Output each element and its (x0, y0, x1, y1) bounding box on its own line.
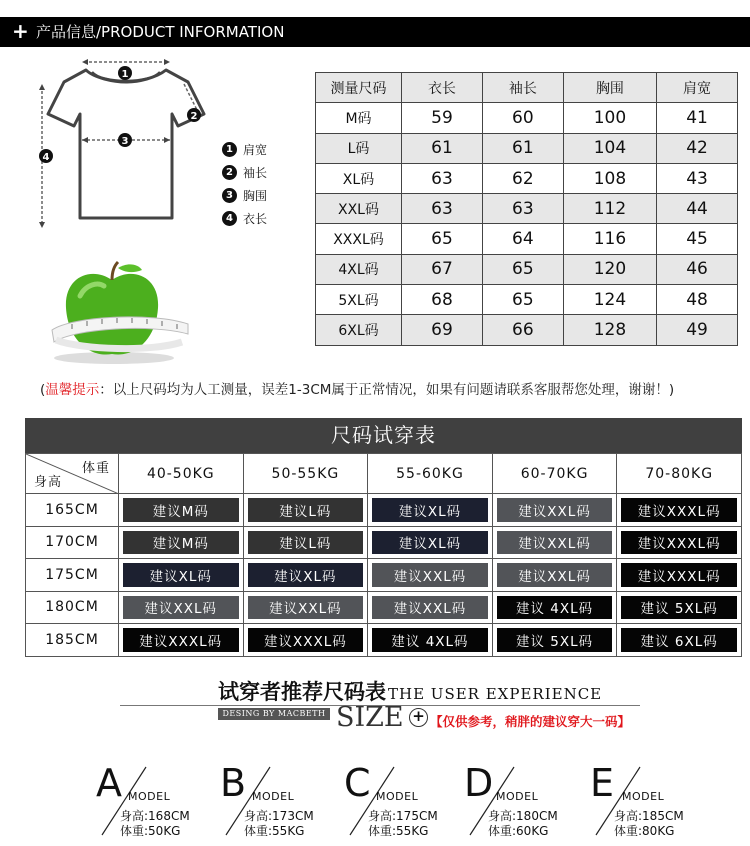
value-cell: 65 (482, 254, 563, 284)
table-row (316, 254, 738, 284)
tryon-cell (243, 559, 368, 592)
tryon-cell (243, 624, 368, 657)
value-cell: 49 (657, 315, 738, 345)
tryon-header-row (26, 454, 742, 494)
tryon-cell (492, 559, 617, 592)
value-cell: 65 (482, 285, 563, 315)
size-advice-note: 【仅供参考，稍胖的建议穿大一码】 (430, 714, 631, 729)
corner-cell (26, 454, 119, 494)
value-cell: 67 (402, 254, 483, 284)
column-header: 衣长 (402, 73, 483, 103)
size-cell: 5XL码 (316, 285, 402, 315)
size-suggestion: 建议XXL码 (497, 531, 613, 555)
value-cell: 60 (482, 103, 563, 133)
model-label: MODEL (128, 790, 171, 803)
value-cell: 124 (563, 285, 656, 315)
legend-item-length (222, 207, 312, 230)
legend-number: 2 (222, 165, 237, 180)
tryon-cell (243, 591, 368, 624)
size-cell: 6XL码 (316, 315, 402, 345)
tryon-cell (243, 494, 368, 527)
model-label: MODEL (376, 790, 419, 803)
model-card-a (96, 763, 216, 843)
value-cell: 112 (563, 194, 656, 224)
tryon-cell (119, 559, 244, 592)
legend-number: 3 (222, 188, 237, 203)
legend-number: 1 (222, 142, 237, 157)
tryon-cell (617, 494, 742, 527)
size-suggestion: 建议 4XL码 (497, 596, 613, 620)
size-suggestion: 建议XXL码 (497, 498, 613, 522)
height-label: 185CM (26, 624, 119, 657)
height-label: 165CM (26, 494, 119, 527)
tryon-row (26, 624, 742, 657)
column-header: 袖长 (482, 73, 563, 103)
table-row (316, 103, 738, 133)
tryon-cell (492, 526, 617, 559)
legend-label: 袖长 (243, 166, 268, 180)
value-cell: 45 (657, 224, 738, 254)
note-open-paren: ( (40, 382, 46, 398)
model-weight: 体重:50KG (120, 824, 181, 838)
apple-tape-measure-image (42, 258, 192, 368)
value-cell: 108 (563, 163, 656, 193)
marker-sleeve (187, 108, 201, 122)
size-suggestion: 建议XL码 (123, 563, 239, 587)
svg-text:4: 4 (42, 152, 50, 163)
table-row (316, 133, 738, 163)
value-cell: 61 (402, 133, 483, 163)
model-letter: C (344, 761, 371, 805)
size-suggestion: 建议XXXL码 (621, 498, 737, 522)
value-cell: 69 (402, 315, 483, 345)
table-row (316, 285, 738, 315)
tshirt-diagram (28, 56, 228, 236)
legend-number: 4 (222, 211, 237, 226)
tryon-cell (617, 624, 742, 657)
value-cell: 63 (402, 163, 483, 193)
size-suggestion: 建议XXXL码 (123, 628, 239, 652)
measurement-legend (222, 138, 312, 230)
marker-length (39, 149, 53, 163)
value-cell: 48 (657, 285, 738, 315)
model-label: MODEL (622, 790, 665, 803)
note-text: ：以上尺码均为人工测量，误差1-3CM属于正常情况，如果有问题请联系客服帮您处理，谢谢！) (99, 382, 675, 398)
tryon-cell (119, 494, 244, 527)
size-suggestion: 建议XXL码 (123, 596, 239, 620)
model-letter: B (220, 761, 247, 805)
model-height: 身高:175CM (368, 809, 438, 823)
model-card-d (464, 763, 584, 843)
model-label: MODEL (496, 790, 539, 803)
svg-text:3: 3 (121, 136, 129, 147)
tryon-cell (368, 526, 493, 559)
value-cell: 120 (563, 254, 656, 284)
table-header-row (316, 73, 738, 103)
size-suggestion: 建议XXL码 (497, 563, 613, 587)
tryon-size-table (25, 453, 742, 657)
tryon-cell (119, 526, 244, 559)
value-cell: 42 (657, 133, 738, 163)
size-cell: M码 (316, 103, 402, 133)
height-label: 170CM (26, 526, 119, 559)
plus-circle-icon: + (409, 708, 428, 727)
value-cell: 63 (482, 194, 563, 224)
height-label: 175CM (26, 559, 119, 592)
marker-shoulder (118, 66, 132, 80)
tryon-table-title: 尺码试穿表 (25, 418, 742, 453)
table-row (316, 163, 738, 193)
value-cell: 65 (402, 224, 483, 254)
tryon-row (26, 526, 742, 559)
table-row (316, 315, 738, 345)
tryon-cell (492, 494, 617, 527)
size-cell: XXXL码 (316, 224, 402, 254)
legend-item-chest (222, 184, 312, 207)
size-suggestion: 建议XXL码 (248, 596, 364, 620)
value-cell: 41 (657, 103, 738, 133)
weight-header: 60-70KG (492, 454, 617, 494)
legend-label: 衣长 (243, 212, 268, 226)
tryon-row (26, 494, 742, 527)
model-height: 身高:180CM (488, 809, 558, 823)
column-header: 肩宽 (657, 73, 738, 103)
value-cell: 68 (402, 285, 483, 315)
value-cell: 62 (482, 163, 563, 193)
size-cell: XXL码 (316, 194, 402, 224)
tryon-cell (368, 559, 493, 592)
table-row (316, 194, 738, 224)
tryon-row (26, 591, 742, 624)
measurement-note (40, 378, 674, 398)
value-cell: 63 (402, 194, 483, 224)
measurement-table (315, 72, 738, 346)
tryon-cell (243, 526, 368, 559)
size-suggestion: 建议XL码 (248, 563, 364, 587)
legend-label: 肩宽 (243, 143, 268, 157)
size-suggestion: 建议M码 (123, 531, 239, 555)
marker-chest (118, 133, 132, 147)
legend-label: 胸围 (243, 189, 268, 203)
section-title: 产品信息/PRODUCT INFORMATION (36, 23, 285, 41)
model-letter: D (464, 761, 494, 805)
size-suggestion: 建议XXXL码 (621, 531, 737, 555)
model-card-b (220, 763, 340, 843)
tryon-cell (617, 591, 742, 624)
value-cell: 66 (482, 315, 563, 345)
size-suggestion: 建议XXL码 (372, 563, 488, 587)
value-cell: 104 (563, 133, 656, 163)
plus-icon: + (12, 19, 29, 43)
tryon-cell (617, 526, 742, 559)
legend-item-shoulder (222, 138, 312, 161)
model-weight: 体重:80KG (614, 824, 675, 838)
title-cn: 试穿者推荐尺码表 (218, 680, 386, 704)
model-height: 身高:185CM (614, 809, 684, 823)
size-suggestion: 建议L码 (248, 531, 364, 555)
tryon-cell (368, 624, 493, 657)
tryon-cell (368, 494, 493, 527)
size-suggestion: 建议XXXL码 (621, 563, 737, 587)
value-cell: 64 (482, 224, 563, 254)
section-header-product-info (0, 17, 750, 47)
weight-header: 70-80KG (617, 454, 742, 494)
size-suggestion: 建议XL码 (372, 531, 488, 555)
legend-item-sleeve (222, 161, 312, 184)
value-cell: 44 (657, 194, 738, 224)
weight-header: 50-55KG (243, 454, 368, 494)
model-letter: E (590, 761, 615, 805)
model-height: 身高:168CM (120, 809, 190, 823)
size-suggestion: 建议L码 (248, 498, 364, 522)
value-cell: 100 (563, 103, 656, 133)
size-cell: 4XL码 (316, 254, 402, 284)
value-cell: 128 (563, 315, 656, 345)
size-suggestion: 建议 5XL码 (497, 628, 613, 652)
value-cell: 59 (402, 103, 483, 133)
weight-header: 40-50KG (119, 454, 244, 494)
user-experience-title (218, 676, 602, 706)
model-card-e (590, 763, 710, 843)
height-label: 180CM (26, 591, 119, 624)
column-header: 胸围 (563, 73, 656, 103)
tryon-cell (368, 591, 493, 624)
value-cell: 61 (482, 133, 563, 163)
tryon-cell (119, 624, 244, 657)
tryon-cell (617, 559, 742, 592)
svg-text:2: 2 (190, 111, 198, 122)
model-weight: 体重:60KG (488, 824, 549, 838)
corner-weight-label: 体重 (81, 461, 110, 476)
size-suggestion: 建议 5XL码 (621, 596, 737, 620)
table-row (316, 224, 738, 254)
designer-credit: DESING BY MACBETH (218, 708, 330, 720)
size-cell: XL码 (316, 163, 402, 193)
corner-height-label: 身高 (34, 475, 63, 490)
model-label: MODEL (252, 790, 295, 803)
size-suggestion: 建议XL码 (372, 498, 488, 522)
size-suggestion: 建议 4XL码 (372, 628, 488, 652)
note-warm-tip: 温馨提示 (45, 382, 100, 398)
weight-header: 55-60KG (368, 454, 493, 494)
column-header: 测量尺码 (316, 73, 402, 103)
size-word: SIZE (336, 702, 404, 733)
size-suggestion: 建议M码 (123, 498, 239, 522)
size-cell: L码 (316, 133, 402, 163)
tryon-cell (492, 591, 617, 624)
tryon-cell (119, 591, 244, 624)
value-cell: 116 (563, 224, 656, 254)
value-cell: 46 (657, 254, 738, 284)
model-weight: 体重:55KG (244, 824, 305, 838)
tryon-row (26, 559, 742, 592)
model-weight: 体重:55KG (368, 824, 429, 838)
tryon-cell (492, 624, 617, 657)
size-suggestion: 建议XXL码 (372, 596, 488, 620)
title-en: THE USER EXPERIENCE (388, 685, 603, 703)
model-card-c (344, 763, 464, 843)
value-cell: 43 (657, 163, 738, 193)
size-suggestion: 建议 6XL码 (621, 628, 737, 652)
model-letter: A (96, 761, 122, 805)
model-height: 身高:173CM (244, 809, 314, 823)
size-suggestion: 建议XXXL码 (248, 628, 364, 652)
svg-text:1: 1 (121, 69, 129, 80)
